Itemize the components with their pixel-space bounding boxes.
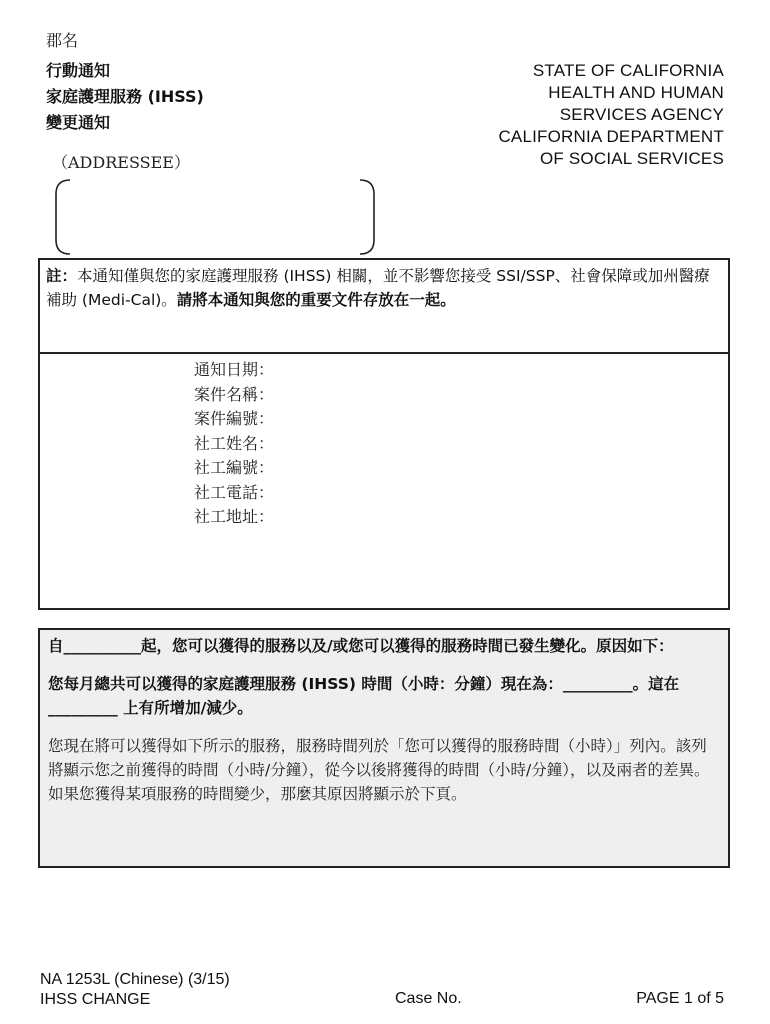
- notice-title-ihss: 家庭護理服務 (IHSS): [46, 87, 204, 106]
- footer-case-number: Case No.: [395, 990, 462, 1007]
- footer-page-number: PAGE 1 of 5: [636, 990, 724, 1007]
- notice-titles: [46, 58, 204, 136]
- agency-block: [498, 60, 724, 170]
- field-worker-address: 社工地址：: [194, 507, 275, 526]
- case-info-fields: [194, 358, 274, 530]
- note-box: [38, 258, 730, 354]
- form-name: IHSS CHANGE: [40, 991, 151, 1008]
- monthly-hours-text: 您每月總共可以獲得的家庭護理服務 (IHSS) 時間（小時：分鐘）現在為：_________。這在 _________ 上有所增加/減少。: [48, 675, 680, 717]
- agency-line: HEALTH AND HUMAN: [548, 83, 724, 102]
- agency-line: OF SOCIAL SERVICES: [539, 149, 724, 168]
- notice-title-action: 行動通知: [46, 61, 111, 80]
- field-worker-name: 社工姓名：: [194, 433, 275, 453]
- agency-line: CALIFORNIA DEPARTMENT: [498, 127, 724, 146]
- field-worker-number: 社工編號：: [194, 458, 275, 477]
- field-case-number: 案件編號：: [194, 409, 275, 428]
- field-worker-phone: 社工電話：: [194, 482, 275, 502]
- agency-line: SERVICES AGENCY: [559, 105, 724, 124]
- notice-title-change: 變更通知: [46, 113, 111, 132]
- agency-line: STATE OF CALIFORNIA: [532, 61, 724, 80]
- note-text: 本通知僅與您的家庭護理服務 (IHSS) 相關，並不影響您接受 SSI/SSP、社會保障或加州醫療補助 (Medi-Cal)。: [46, 267, 710, 309]
- footer-form-info: [40, 970, 230, 1010]
- change-details-box: [38, 628, 730, 868]
- note-bold-text: 請將本通知與您的重要文件存放在一起。: [176, 291, 456, 309]
- change-effective-text: 自__________起，您可以獲得的服務以及/或您可以獲得的服務時間已發生變化。原因如下：: [48, 637, 674, 655]
- field-case-name: 案件名稱：: [194, 384, 275, 404]
- form-id: NA 1253L (Chinese) (3/15): [40, 971, 230, 988]
- address-window-bracket: [52, 178, 378, 256]
- field-notice-date: 通知日期：: [194, 360, 275, 379]
- addressee-label: （ADDRESSEE）: [52, 153, 190, 172]
- case-info-box: [38, 352, 730, 610]
- note-label: 註：: [46, 267, 78, 285]
- county-label: 郡名: [46, 31, 79, 50]
- services-explanation-text: 您現在將可以獲得如下所示的服務，服務時間列於「您可以獲得的服務時間（小時）」列內。該列將顯示您之前獲得的時間（小時/分鐘），從今以後將獲得的時間（小時/分鐘），以及兩者的差異。如果您獲得某項服務的時間變少，那麼其原因將顯示於下頁。: [48, 737, 710, 803]
